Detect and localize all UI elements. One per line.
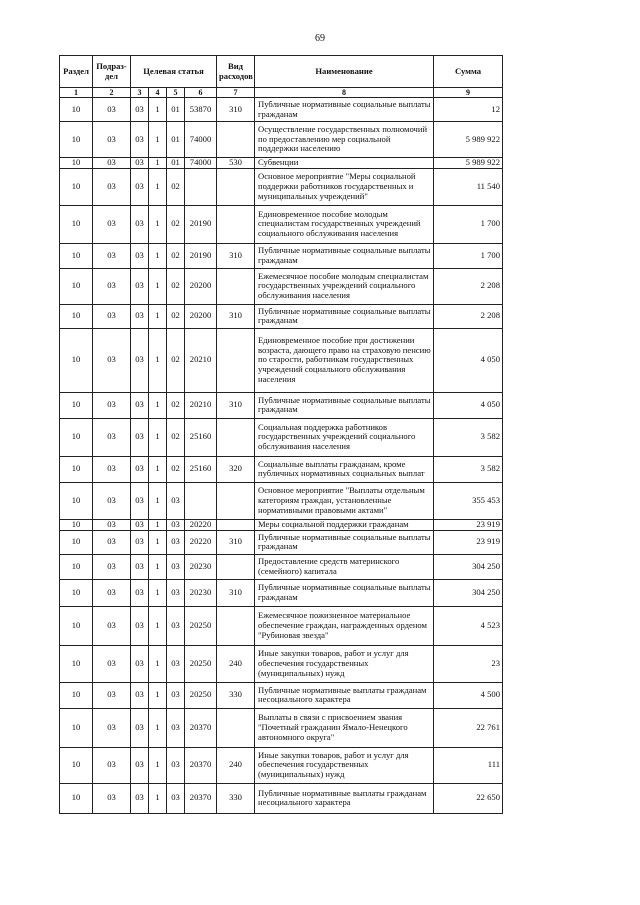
razdel-cell: 10 — [60, 519, 93, 530]
target-code-1-cell: 03 — [131, 482, 149, 519]
razdel-cell: 10 — [60, 122, 93, 158]
target-code-2-cell: 1 — [149, 645, 167, 682]
target-code-2-cell: 1 — [149, 304, 167, 328]
sum-cell: 23 919 — [434, 530, 503, 554]
target-code-1-cell: 03 — [131, 168, 149, 205]
sum-cell: 5 989 922 — [434, 158, 503, 169]
podrazdel-cell: 03 — [93, 579, 131, 606]
podrazdel-cell: 03 — [93, 158, 131, 169]
table-row — [60, 519, 503, 530]
target-code-4-cell: 20250 — [185, 682, 217, 708]
razdel-cell: 10 — [60, 98, 93, 122]
target-code-3-cell: 01 — [167, 98, 185, 122]
sum-cell: 12 — [434, 98, 503, 122]
expense-type-cell — [217, 519, 255, 530]
razdel-cell: 10 — [60, 482, 93, 519]
name-cell: Публичные нормативные выплаты гражданам несоциального характера — [255, 682, 434, 708]
table-row — [60, 682, 503, 708]
name-cell: Публичные нормативные социальные выплаты гражданам — [255, 304, 434, 328]
expense-type-cell — [217, 606, 255, 645]
target-code-4-cell: 20370 — [185, 747, 217, 783]
expense-type-cell: 310 — [217, 243, 255, 268]
podrazdel-cell: 03 — [93, 554, 131, 579]
table-row — [60, 708, 503, 747]
razdel-cell: 10 — [60, 783, 93, 813]
budget-table — [59, 55, 503, 814]
name-cell: Ежемесячное пожизненное материальное обеспечение граждан, награжденных орденом "Рубиновая звезда" — [255, 606, 434, 645]
target-code-2-cell: 1 — [149, 268, 167, 304]
sum-cell: 111 — [434, 747, 503, 783]
target-code-3-cell: 03 — [167, 645, 185, 682]
expense-type-cell: 310 — [217, 392, 255, 418]
sum-cell: 4 050 — [434, 328, 503, 392]
column-number: 4 — [149, 88, 167, 98]
target-code-3-cell: 03 — [167, 554, 185, 579]
column-number: 5 — [167, 88, 185, 98]
target-code-4-cell: 20250 — [185, 645, 217, 682]
target-code-1-cell: 03 — [131, 122, 149, 158]
sum-cell: 355 453 — [434, 482, 503, 519]
target-code-2-cell: 1 — [149, 519, 167, 530]
razdel-cell: 10 — [60, 554, 93, 579]
sum-cell: 1 700 — [434, 243, 503, 268]
razdel-cell: 10 — [60, 456, 93, 482]
sum-cell: 2 208 — [434, 304, 503, 328]
target-code-4-cell: 25160 — [185, 456, 217, 482]
target-code-4-cell: 20190 — [185, 205, 217, 243]
expense-type-cell: 310 — [217, 304, 255, 328]
expense-type-cell — [217, 205, 255, 243]
name-cell: Публичные нормативные социальные выплаты гражданам — [255, 579, 434, 606]
expense-type-cell: 310 — [217, 98, 255, 122]
name-cell: Социальные выплаты гражданам, кроме публичных нормативных социальных выплат — [255, 456, 434, 482]
target-code-1-cell: 03 — [131, 682, 149, 708]
expense-type-cell: 310 — [217, 579, 255, 606]
target-code-2-cell: 1 — [149, 158, 167, 169]
target-code-3-cell: 03 — [167, 682, 185, 708]
podrazdel-cell: 03 — [93, 268, 131, 304]
target-code-3-cell: 02 — [167, 205, 185, 243]
name-cell: Иные закупки товаров, работ и услуг для обеспечения государственных (муниципальных) нужд — [255, 645, 434, 682]
target-code-2-cell: 1 — [149, 530, 167, 554]
table-row — [60, 482, 503, 519]
table-row — [60, 530, 503, 554]
table-row — [60, 158, 503, 169]
target-code-2-cell: 1 — [149, 122, 167, 158]
name-cell: Публичные нормативные социальные выплаты гражданам — [255, 243, 434, 268]
target-code-1-cell: 03 — [131, 418, 149, 456]
target-code-1-cell: 03 — [131, 243, 149, 268]
target-code-4-cell — [185, 482, 217, 519]
target-code-2-cell: 1 — [149, 418, 167, 456]
table-row — [60, 168, 503, 205]
header-expense-type: Вид расходов — [217, 56, 255, 88]
target-code-2-cell: 1 — [149, 579, 167, 606]
razdel-cell: 10 — [60, 158, 93, 169]
razdel-cell: 10 — [60, 606, 93, 645]
target-code-3-cell: 02 — [167, 304, 185, 328]
name-cell: Субвенции — [255, 158, 434, 169]
target-code-3-cell: 02 — [167, 268, 185, 304]
name-cell: Публичные нормативные социальные выплаты гражданам — [255, 392, 434, 418]
header-name: Наименование — [255, 56, 434, 88]
target-code-2-cell: 1 — [149, 392, 167, 418]
sum-cell: 3 582 — [434, 456, 503, 482]
expense-type-cell: 240 — [217, 747, 255, 783]
table-row — [60, 783, 503, 813]
target-code-2-cell: 1 — [149, 682, 167, 708]
page-number: 69 — [315, 33, 325, 44]
target-code-1-cell: 03 — [131, 645, 149, 682]
podrazdel-cell: 03 — [93, 645, 131, 682]
table-row — [60, 456, 503, 482]
target-code-4-cell: 20220 — [185, 530, 217, 554]
column-number: 2 — [93, 88, 131, 98]
table-body — [60, 98, 503, 814]
podrazdel-cell: 03 — [93, 122, 131, 158]
razdel-cell: 10 — [60, 328, 93, 392]
razdel-cell: 10 — [60, 304, 93, 328]
target-code-3-cell: 02 — [167, 456, 185, 482]
expense-type-cell: 330 — [217, 682, 255, 708]
name-cell: Публичные нормативные социальные выплаты гражданам — [255, 98, 434, 122]
podrazdel-cell: 03 — [93, 519, 131, 530]
sum-cell: 22 761 — [434, 708, 503, 747]
table-row — [60, 579, 503, 606]
target-code-4-cell: 53870 — [185, 98, 217, 122]
target-code-3-cell: 03 — [167, 519, 185, 530]
name-cell: Единовременное пособие молодым специалистам государственных учреждений социального обслуживания населения — [255, 205, 434, 243]
target-code-2-cell: 1 — [149, 168, 167, 205]
header-podrazdel: Подраз- дел — [93, 56, 131, 88]
podrazdel-cell: 03 — [93, 98, 131, 122]
name-cell: Ежемесячное пособие молодым специалистам государственных учреждений социального обслуживания населения — [255, 268, 434, 304]
podrazdel-cell: 03 — [93, 708, 131, 747]
podrazdel-cell: 03 — [93, 243, 131, 268]
expense-type-cell: 330 — [217, 783, 255, 813]
expense-type-cell — [217, 268, 255, 304]
table-row — [60, 645, 503, 682]
target-code-2-cell: 1 — [149, 783, 167, 813]
razdel-cell: 10 — [60, 418, 93, 456]
target-code-1-cell: 03 — [131, 783, 149, 813]
target-code-2-cell: 1 — [149, 456, 167, 482]
target-code-3-cell: 03 — [167, 530, 185, 554]
name-cell: Социальная поддержка работников государственных учреждений социального обслуживания населения — [255, 418, 434, 456]
expense-type-cell: 310 — [217, 530, 255, 554]
target-code-3-cell: 02 — [167, 168, 185, 205]
target-code-3-cell: 03 — [167, 482, 185, 519]
name-cell: Основное мероприятие "Выплаты отдельным категориям граждан, установленные нормативными правовыми актами" — [255, 482, 434, 519]
sum-cell: 304 250 — [434, 554, 503, 579]
column-number: 8 — [255, 88, 434, 98]
target-code-3-cell: 02 — [167, 418, 185, 456]
podrazdel-cell: 03 — [93, 783, 131, 813]
target-code-3-cell: 02 — [167, 392, 185, 418]
target-code-3-cell: 03 — [167, 606, 185, 645]
razdel-cell: 10 — [60, 268, 93, 304]
table-row — [60, 328, 503, 392]
expense-type-cell — [217, 122, 255, 158]
target-code-1-cell: 03 — [131, 268, 149, 304]
expense-type-cell — [217, 482, 255, 519]
podrazdel-cell: 03 — [93, 168, 131, 205]
target-code-4-cell: 20210 — [185, 392, 217, 418]
target-code-4-cell: 20250 — [185, 606, 217, 645]
table-row — [60, 606, 503, 645]
target-code-1-cell: 03 — [131, 747, 149, 783]
expense-type-cell — [217, 418, 255, 456]
razdel-cell: 10 — [60, 579, 93, 606]
podrazdel-cell: 03 — [93, 304, 131, 328]
podrazdel-cell: 03 — [93, 456, 131, 482]
name-cell: Основное мероприятие "Меры социальной поддержки работников государственных и муниципальных учреждений" — [255, 168, 434, 205]
target-code-4-cell: 74000 — [185, 158, 217, 169]
target-code-4-cell: 20210 — [185, 328, 217, 392]
podrazdel-cell: 03 — [93, 482, 131, 519]
target-code-2-cell: 1 — [149, 747, 167, 783]
column-number: 7 — [217, 88, 255, 98]
target-code-4-cell: 20370 — [185, 708, 217, 747]
target-code-1-cell: 03 — [131, 606, 149, 645]
target-code-3-cell: 03 — [167, 783, 185, 813]
podrazdel-cell: 03 — [93, 606, 131, 645]
sum-cell: 11 540 — [434, 168, 503, 205]
target-code-1-cell: 03 — [131, 456, 149, 482]
target-code-1-cell: 03 — [131, 205, 149, 243]
podrazdel-cell: 03 — [93, 530, 131, 554]
sum-cell: 4 500 — [434, 682, 503, 708]
target-code-2-cell: 1 — [149, 243, 167, 268]
name-cell: Единовременное пособие при достижении возраста, дающего право на страховую пенсию по старости, работникам государственных учреждений социального обслуживания населения — [255, 328, 434, 392]
name-cell: Предоставление средств материнского (семейного) капитала — [255, 554, 434, 579]
sum-cell: 23 — [434, 645, 503, 682]
sum-cell: 5 989 922 — [434, 122, 503, 158]
target-code-4-cell: 74000 — [185, 122, 217, 158]
target-code-2-cell: 1 — [149, 328, 167, 392]
expense-type-cell: 240 — [217, 645, 255, 682]
target-code-2-cell: 1 — [149, 708, 167, 747]
target-code-4-cell: 25160 — [185, 418, 217, 456]
podrazdel-cell: 03 — [93, 747, 131, 783]
table-row — [60, 304, 503, 328]
name-cell: Публичные нормативные выплаты гражданам несоциального характера — [255, 783, 434, 813]
target-code-4-cell: 20370 — [185, 783, 217, 813]
sum-cell: 4 523 — [434, 606, 503, 645]
sum-cell: 22 650 — [434, 783, 503, 813]
target-code-3-cell: 03 — [167, 708, 185, 747]
target-code-1-cell: 03 — [131, 392, 149, 418]
sum-cell: 2 208 — [434, 268, 503, 304]
column-number: 1 — [60, 88, 93, 98]
target-code-4-cell: 20230 — [185, 579, 217, 606]
target-code-1-cell: 03 — [131, 530, 149, 554]
target-code-4-cell: 20230 — [185, 554, 217, 579]
expense-type-cell — [217, 708, 255, 747]
target-code-3-cell: 01 — [167, 122, 185, 158]
target-code-2-cell: 1 — [149, 205, 167, 243]
column-number: 3 — [131, 88, 149, 98]
target-code-3-cell: 03 — [167, 747, 185, 783]
header-razdel: Раздел — [60, 56, 93, 88]
target-code-3-cell: 02 — [167, 243, 185, 268]
razdel-cell: 10 — [60, 205, 93, 243]
razdel-cell: 10 — [60, 708, 93, 747]
table-row — [60, 747, 503, 783]
razdel-cell: 10 — [60, 530, 93, 554]
target-code-2-cell: 1 — [149, 482, 167, 519]
target-code-1-cell: 03 — [131, 554, 149, 579]
expense-type-cell: 320 — [217, 456, 255, 482]
target-code-1-cell: 03 — [131, 158, 149, 169]
target-code-4-cell — [185, 168, 217, 205]
sum-cell: 3 582 — [434, 418, 503, 456]
table-row — [60, 418, 503, 456]
column-number: 9 — [434, 88, 503, 98]
target-code-4-cell: 20220 — [185, 519, 217, 530]
table-row — [60, 243, 503, 268]
target-code-4-cell: 20200 — [185, 268, 217, 304]
target-code-2-cell: 1 — [149, 554, 167, 579]
target-code-3-cell: 02 — [167, 328, 185, 392]
target-code-1-cell: 03 — [131, 304, 149, 328]
razdel-cell: 10 — [60, 243, 93, 268]
razdel-cell: 10 — [60, 392, 93, 418]
podrazdel-cell: 03 — [93, 392, 131, 418]
name-cell: Иные закупки товаров, работ и услуг для обеспечения государственных (муниципальных) нужд — [255, 747, 434, 783]
table-row — [60, 268, 503, 304]
target-code-3-cell: 01 — [167, 158, 185, 169]
table-row — [60, 554, 503, 579]
razdel-cell: 10 — [60, 747, 93, 783]
target-code-2-cell: 1 — [149, 98, 167, 122]
target-code-1-cell: 03 — [131, 579, 149, 606]
target-code-3-cell: 03 — [167, 579, 185, 606]
expense-type-cell — [217, 328, 255, 392]
target-code-4-cell: 20190 — [185, 243, 217, 268]
target-code-1-cell: 03 — [131, 98, 149, 122]
target-code-2-cell: 1 — [149, 606, 167, 645]
table-row — [60, 205, 503, 243]
podrazdel-cell: 03 — [93, 682, 131, 708]
table-row — [60, 122, 503, 158]
sum-cell: 4 050 — [434, 392, 503, 418]
header-sum: Сумма — [434, 56, 503, 88]
name-cell: Осуществление государственных полномочий по предоставлению мер социальной поддержки населению — [255, 122, 434, 158]
target-code-1-cell: 03 — [131, 328, 149, 392]
target-code-4-cell: 20200 — [185, 304, 217, 328]
table-row — [60, 98, 503, 122]
expense-type-cell: 530 — [217, 158, 255, 169]
column-number: 6 — [185, 88, 217, 98]
target-code-1-cell: 03 — [131, 708, 149, 747]
name-cell: Выплаты в связи с присвоением звания "Почетный гражданин Ямало-Ненецкого автономного округа" — [255, 708, 434, 747]
column-numbers-row — [60, 88, 503, 98]
sum-cell: 23 919 — [434, 519, 503, 530]
header-target-article: Целевая статья — [131, 56, 217, 88]
expense-type-cell — [217, 554, 255, 579]
podrazdel-cell: 03 — [93, 328, 131, 392]
target-code-1-cell: 03 — [131, 519, 149, 530]
razdel-cell: 10 — [60, 645, 93, 682]
podrazdel-cell: 03 — [93, 418, 131, 456]
header-row — [60, 56, 503, 88]
podrazdel-cell: 03 — [93, 205, 131, 243]
razdel-cell: 10 — [60, 682, 93, 708]
expense-type-cell — [217, 168, 255, 205]
name-cell: Публичные нормативные социальные выплаты гражданам — [255, 530, 434, 554]
table-row — [60, 392, 503, 418]
razdel-cell: 10 — [60, 168, 93, 205]
sum-cell: 304 250 — [434, 579, 503, 606]
name-cell: Меры социальной поддержки гражданам — [255, 519, 434, 530]
sum-cell: 1 700 — [434, 205, 503, 243]
